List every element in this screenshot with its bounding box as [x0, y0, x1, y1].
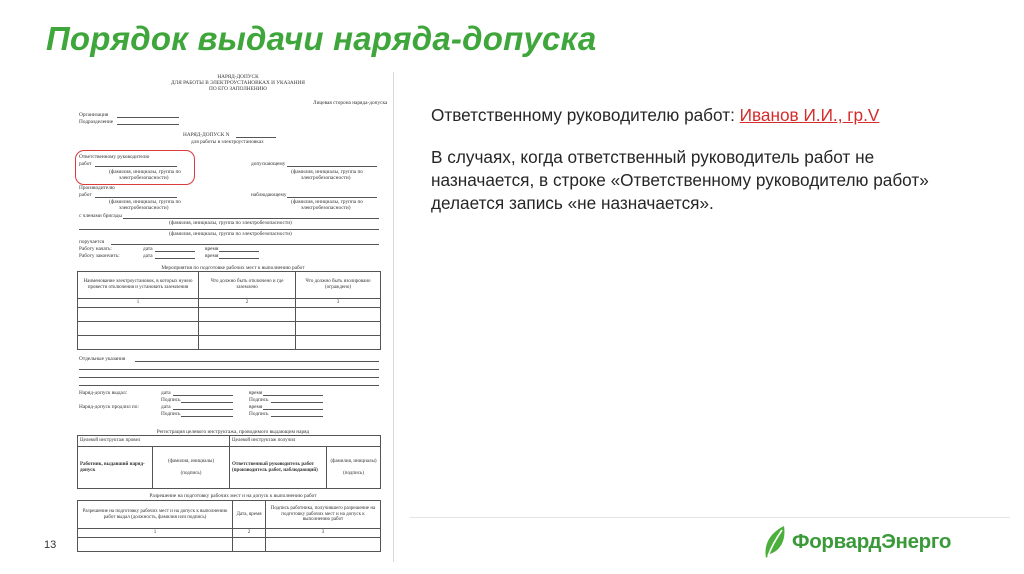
- fio-short-label-2: (фамилия, инициалы): [330, 458, 377, 464]
- elsafety-label-2: электробезопасности): [301, 175, 351, 181]
- company-logo: [762, 524, 951, 560]
- time-label-3: время: [249, 390, 263, 396]
- work-permit-document: [73, 72, 394, 562]
- sign-paren-label-2: (подпись): [343, 470, 364, 476]
- signature-label-2: Подпись: [249, 397, 269, 403]
- measures-num: 3: [296, 299, 381, 308]
- doc-header-1: НАРЯД-ДОПУСК: [217, 74, 259, 80]
- paragraph-responsible: [431, 104, 951, 127]
- perm-num: 1: [78, 529, 233, 538]
- signature-label: Подпись: [161, 397, 181, 403]
- fio-full-label-2: (фамилия, инициалы, группа по электробезопасности): [169, 231, 292, 237]
- date-label-3: дата: [161, 390, 171, 396]
- measures-header: Что должно быть отключено и где заземлено: [199, 272, 296, 299]
- responsible-name-highlight: Иванов И.И., гр.V: [739, 105, 880, 125]
- producer-label: Производителю: [79, 185, 115, 191]
- date-label-4: дата: [161, 404, 171, 410]
- perm-num: 3: [266, 529, 381, 538]
- briefing-table: [77, 435, 381, 489]
- issuer-cell: Работник, выдавший наряд-допуск: [78, 447, 153, 489]
- perm-header: Подпись работника, получившего разрешение на подготовку рабочих мест и на допуск к выполнению работ: [266, 501, 381, 529]
- extended-label: Наряд-допуск продлил по:: [79, 404, 139, 410]
- permission-title: Разрешение на подготовку рабочих мест и на допуск к выполнению работ: [149, 493, 317, 499]
- fio-full-label: (фамилия, инициалы, группа по электробезопасности): [169, 220, 292, 226]
- time-label-4: время: [249, 404, 263, 410]
- elsafety-label-3: электробезопасности): [119, 205, 169, 211]
- time-label: время: [205, 246, 219, 252]
- elsafety-label: электробезопасности): [119, 175, 169, 181]
- signature-label-3: Подпись: [161, 411, 181, 417]
- briefing-left-header: Целевой инструктаж провел: [78, 436, 230, 447]
- observer-label: наблюдающему: [251, 192, 287, 198]
- slide-title: Порядок выдачи наряда-допуска: [46, 20, 597, 57]
- doc-header-2: ДЛЯ РАБОТЫ В ЭЛЕКТРОУСТАНОВКАХ И УКАЗАНИЯ: [171, 80, 305, 86]
- footer-divider: [410, 517, 1010, 518]
- fio-group-label-3: (фамилия, инициалы, группа по: [109, 199, 181, 205]
- assigned-label: поручается: [79, 239, 105, 245]
- fio-group-label-2: (фамилия, инициалы, группа по: [291, 169, 363, 175]
- date-label: дата: [143, 246, 153, 252]
- doc-header-3: ПО ЕГО ЗАПОЛНЕНИЮ: [209, 86, 267, 92]
- sign-paren-label: (подпись): [180, 470, 202, 476]
- resp-producer-cell: Ответственный руководитель работ (производитель работ, наблюдающий): [230, 447, 327, 489]
- responsible-prefix: Ответственному руководителю работ:: [431, 105, 740, 125]
- measures-num: 2: [199, 299, 296, 308]
- admitting-label: допускающему: [251, 161, 286, 167]
- special-label: Отдельные указания: [79, 356, 126, 362]
- fio-group-label: (фамилия, инициалы, группа по: [109, 169, 181, 175]
- fio-group-label-4: (фамилия, инициалы, группа по: [291, 199, 363, 205]
- front-side-label: Лицевая сторона наряда-допуска: [313, 100, 388, 106]
- elsafety-label-4: электробезопасности): [301, 205, 351, 211]
- organization-label: Организация: [79, 112, 109, 118]
- time-label-2: время: [205, 253, 219, 259]
- leaf-icon: [762, 524, 788, 560]
- briefing-right-header: Целевой инструктаж получил: [230, 436, 381, 447]
- issued-label: Наряд-допуск выдал:: [79, 390, 128, 396]
- start-work-label: Работу начать:: [79, 246, 112, 252]
- finish-work-label: Работу закончить:: [79, 253, 120, 259]
- briefing-title: Регистрация целевого инструктажа, проводимого выдающим наряд: [156, 429, 310, 435]
- explanation-text: [431, 104, 951, 234]
- perm-num: 2: [233, 529, 266, 538]
- fio-short-label: (фамилия, инициалы): [167, 458, 215, 464]
- logo-text: ФорвардЭнерго: [792, 530, 952, 553]
- works-label: работ: [79, 161, 92, 167]
- paragraph-not-assigned: В случаях, когда ответственный руководитель работ не назначается, в строке «Ответственному руководителю работ» делается запись «не назначается».: [431, 147, 929, 213]
- measures-table: [77, 271, 381, 350]
- signature-label-4: Подпись: [249, 411, 269, 417]
- measures-header: Что должно быть изолировано (ограждено): [296, 272, 381, 299]
- page-number: 13: [44, 539, 57, 551]
- permission-table: [77, 500, 381, 552]
- perm-header: Дата, время: [233, 501, 266, 529]
- department-label: Подразделение: [79, 119, 114, 125]
- perm-header: Разрешение на подготовку рабочих мест и на допуск к выполнению работ выдал (должность, фамилия или подпись): [78, 501, 233, 529]
- date-label-2: дата: [143, 253, 153, 259]
- crew-label: с членами бригады: [79, 213, 122, 219]
- measures-header: Наименование электроустановок, в которых нужно провести отключения и установить заземления: [78, 272, 199, 299]
- measures-num: 1: [78, 299, 199, 308]
- permit-number-label: НАРЯД-ДОПУСК N: [183, 132, 230, 138]
- measures-title: Мероприятия по подготовке рабочих мест к выполнению работ: [161, 265, 305, 271]
- resp-manager-label: Ответственному руководителю: [79, 154, 150, 160]
- works-label-2: работ: [79, 192, 92, 198]
- for-work-label: для работы в электроустановках: [191, 139, 264, 145]
